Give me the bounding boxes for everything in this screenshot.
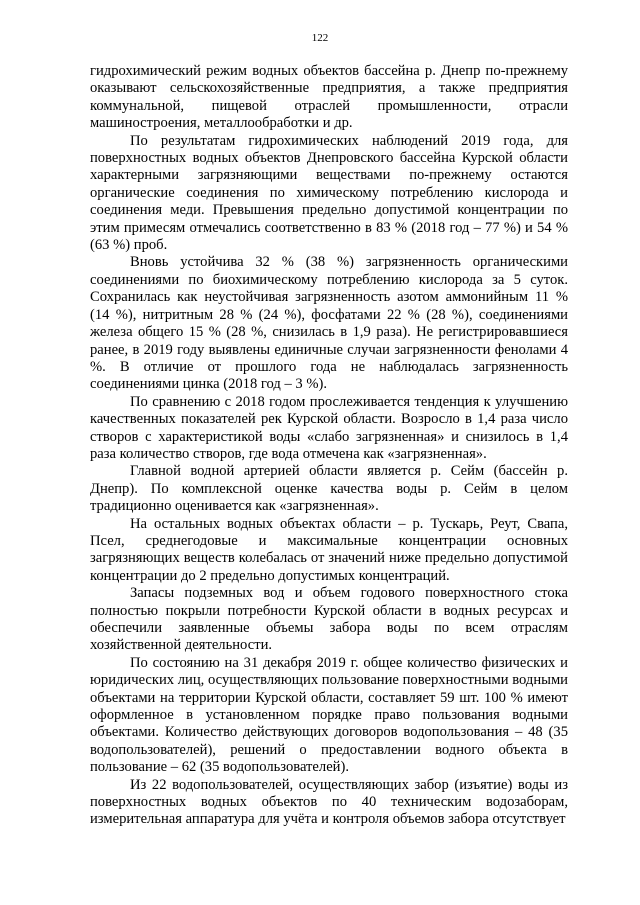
- paragraph-groundwater-reserves: Запасы подземных вод и объем годового поверхностного стока полностью покрыли потребности Курской области в водных ресурсах и обеспечили заявленные объемы забора воды по всем отраслям хозяйственной деятельности.: [90, 585, 568, 654]
- paragraph-water-intake: Из 22 водопользователей, осуществляющих забор (изъятие) воды из поверхностных водных объектов по 40 техническим водозаборам, измерительная аппаратура для учёта и контроля объемов забора отсутствует: [90, 776, 568, 828]
- paragraph-continuation: гидрохимический режим водных объектов бассейна р. Днепр по-прежнему оказывают сельскохозяйственные предприятия, а также предприятия коммунальной, пищевой отраслей промышленности, отрасли машиностроения, металлообработки и др.: [90, 63, 568, 132]
- paragraph-seim-river: Главной водной артерией области является р. Сейм (бассейн р. Днепр). По комплексной оценке качества воды р. Сейм в целом традиционно оценивается как «загрязненная».: [90, 463, 568, 515]
- paragraph-hydrochem-results: По результатам гидрохимических наблюдений 2019 года, для поверхностных водных объектов Днепровского бассейна Курской области характерными загрязняющими веществами по-прежнему остаются органические соединения по химическому потреблению кислорода и соединения меди. Превышения предельно допустимой концентрации по этим примесям отмечались соответственно в 83 % (2018 год – 77 %) и 54 % (63 %) проб.: [90, 132, 568, 254]
- page-number: 122: [311, 32, 329, 44]
- paragraph-improvement-trend: По сравнению с 2018 годом прослеживается тенденция к улучшению качественных показателей рек Курской области. Возросло в 1,4 раза число створов с характеристикой воды «слабо загрязненная» и снизилось в 1,4 раза количество створов, где вода отмечена как «загрязненная».: [90, 393, 568, 462]
- paragraph-water-users: По состоянию на 31 декабря 2019 г. общее количество физических и юридических лиц, осуществляющих пользование поверхностными водными объектами на территории Курской области, составляет 59 шт. 100 % имеют оформленное в установленном порядке право пользования водными объектами. Количество действующих договоров водопользования – 48 (35 водопользователей), решений о предоставлении водного объекта в пользование – 62 (35 водопользователей).: [90, 654, 568, 776]
- paragraph-other-rivers: На остальных водных объектах области – р. Тускарь, Реут, Свапа, Псел, среднегодовые и максимальные концентрации основных загрязняющих веществ колебалась от значений ниже предельно допустимой концентрации до 2 предельно допустимых концентраций.: [90, 515, 568, 584]
- body-text: [90, 63, 568, 829]
- paragraph-stable-pollution: Вновь устойчива 32 % (38 %) загрязненность органическими соединениями по биохимическому потреблению кислорода за 5 суток. Сохранилась как неустойчивая загрязненность азотом аммонийным 11 % (14 %), нитритным 28 % (24 %), фосфатами 22 % (28 %), соединениями железа общего 15 % (28 %, снизилась в 1,9 раза). Не регистрировавшиеся ранее, в 2019 году выявлены единичные случаи загрязненности фенолами 4 %. В отличие от прошлого года не наблюдалась загрязненность соединениями цинка (2018 год – 3 %).: [90, 254, 568, 393]
